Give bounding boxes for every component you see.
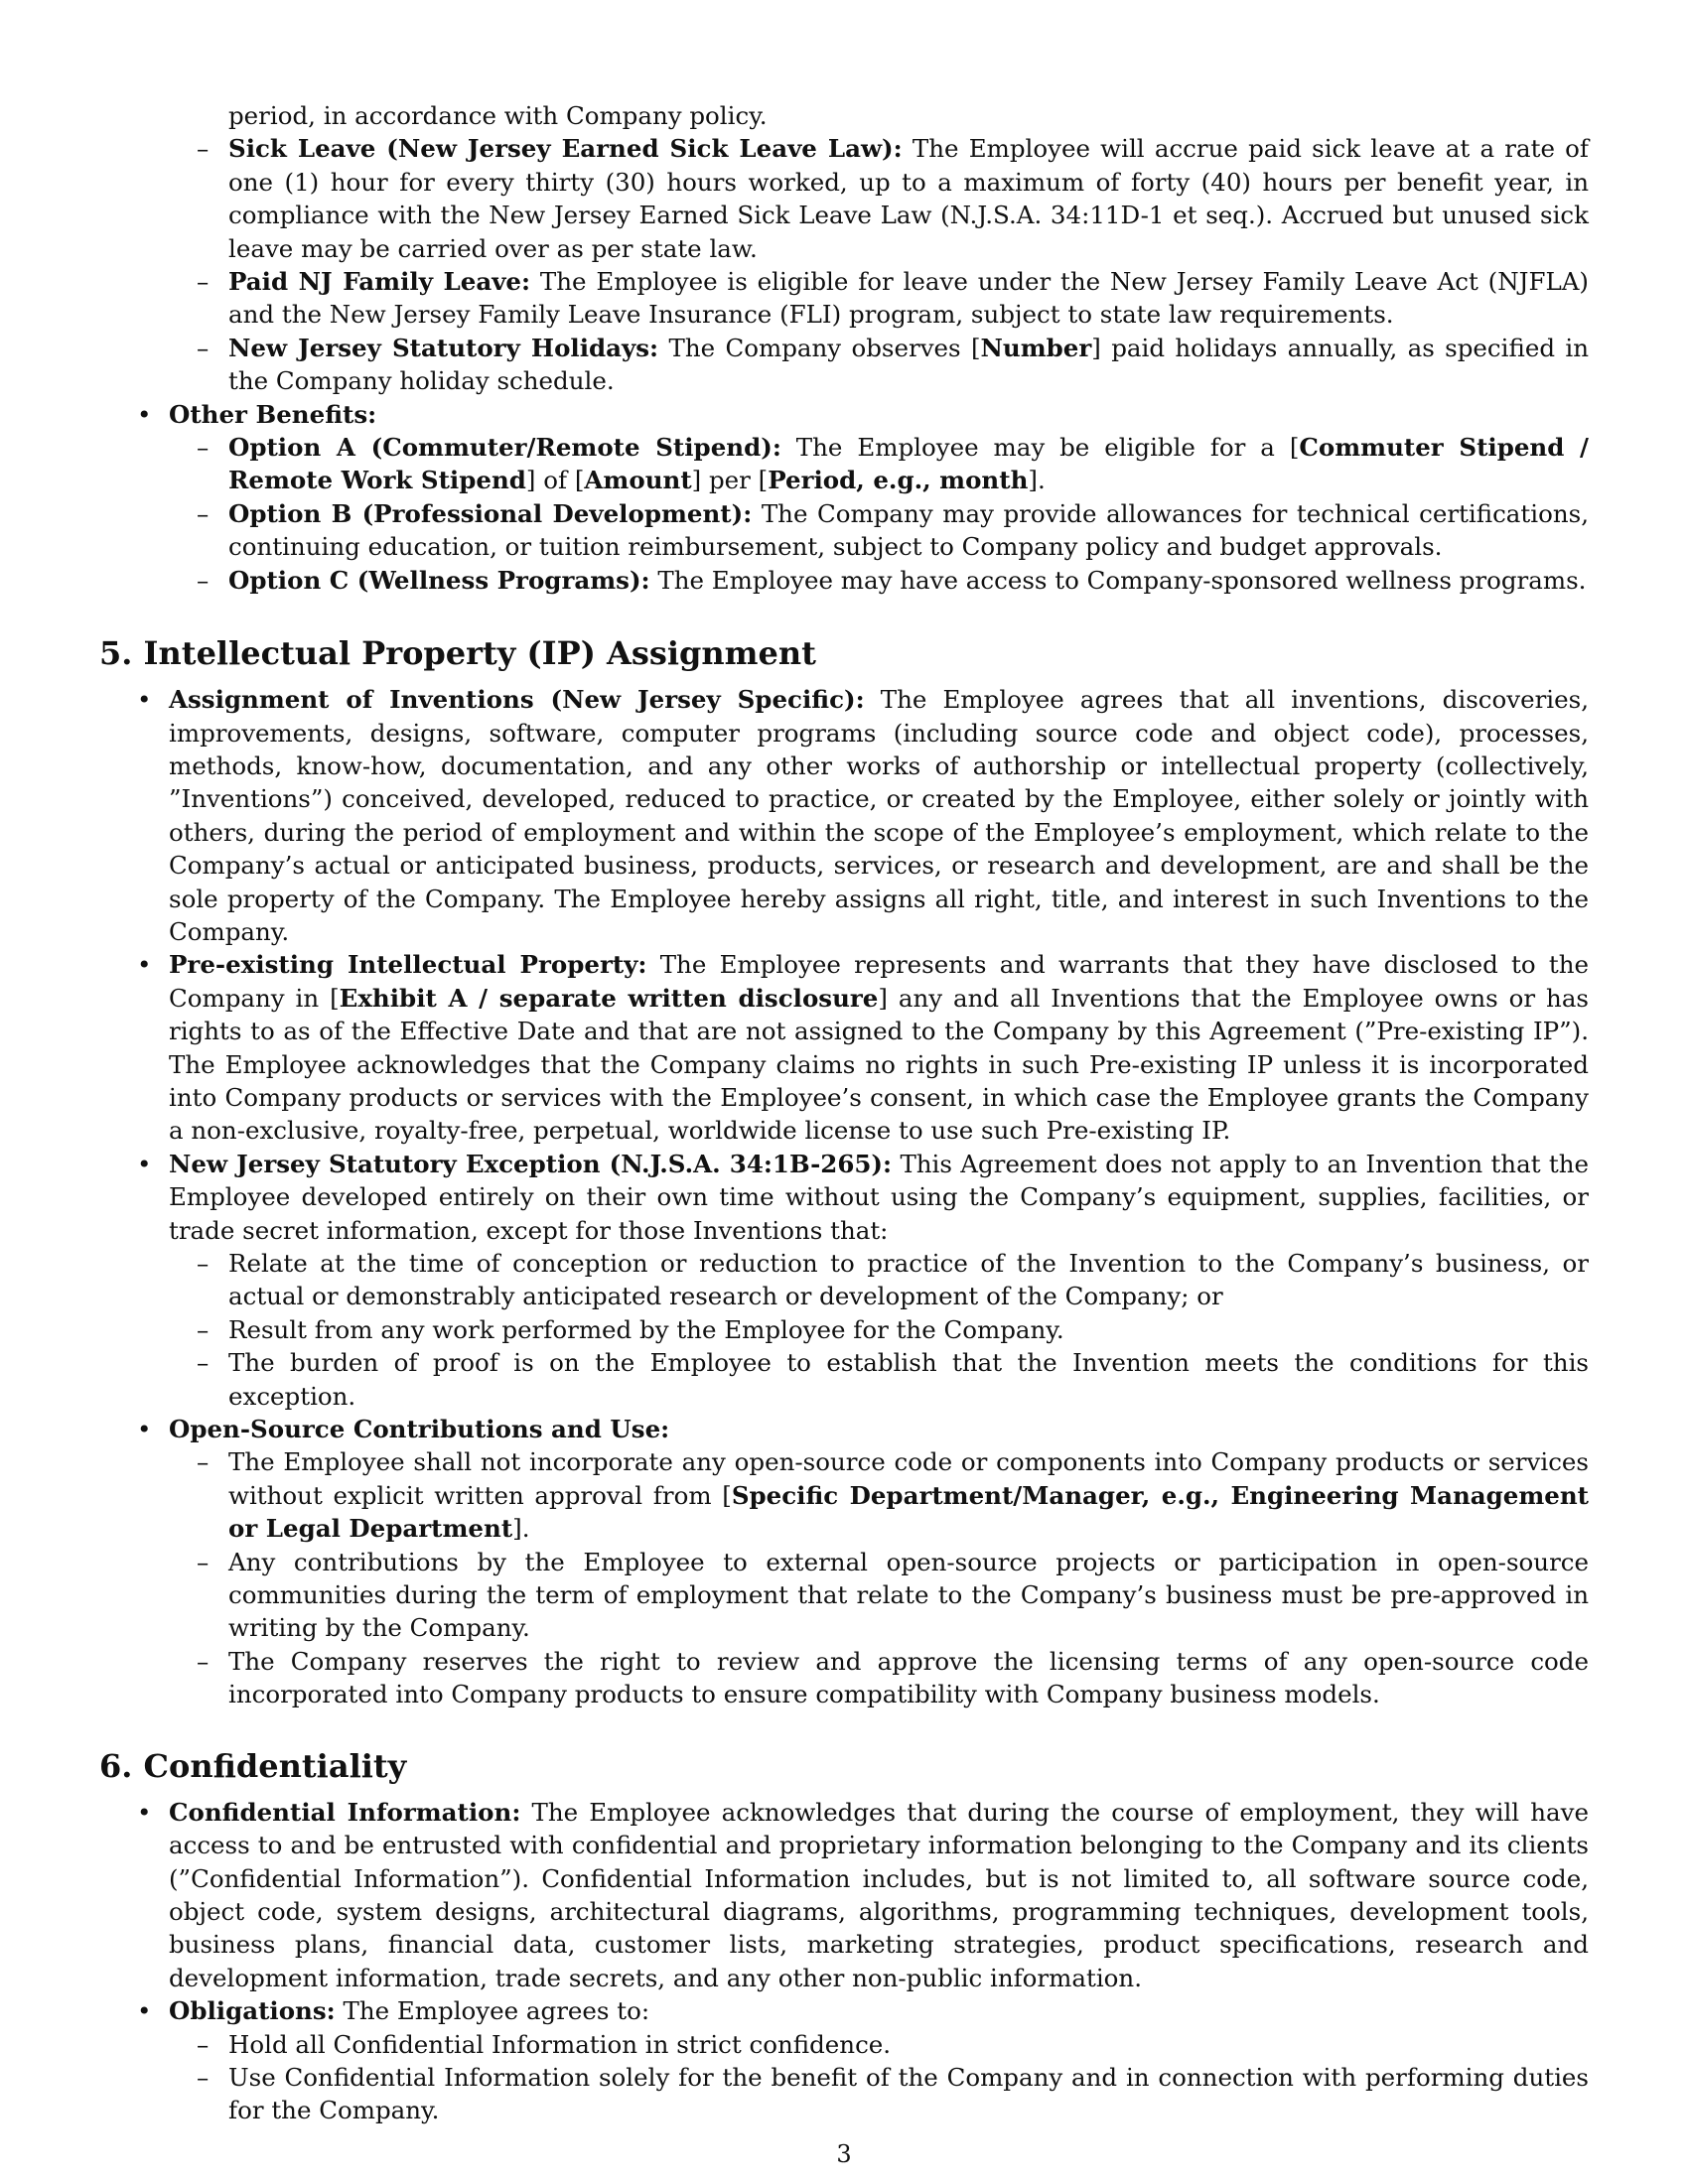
placeholder: Specific Department/Manager, e.g., Engineering Management or Legal Department (228, 1480, 1589, 1544)
bullet-marker: • (137, 950, 152, 980)
item-label: Obligations: (169, 1996, 336, 2026)
page-content (99, 99, 1589, 2127)
dash-marker: – (197, 1547, 210, 1576)
list-item (99, 1346, 1589, 1413)
item-text: The burden of proof is on the Employee to establish that the Invention meets the conditions for this exception. (228, 1348, 1589, 1411)
item-label: Confidential Information: (169, 1797, 521, 1827)
item-label: Option B (Professional Development): (228, 498, 753, 528)
dash-marker: – (197, 2062, 210, 2092)
item-label: Sick Leave (New Jersey Earned Sick Leave Law): (228, 134, 903, 164)
list-item (99, 1445, 1589, 1545)
list-item (99, 2061, 1589, 2127)
benefits-list (99, 398, 1589, 431)
item-text: The Company observes [ (668, 333, 981, 362)
item-text: Use Confidential Information solely for the benefit of the Company and in connection with performing duties for the Company. (228, 2062, 1589, 2125)
list-item (99, 398, 1589, 431)
dash-marker: – (197, 433, 210, 463)
bullet-marker: • (137, 399, 152, 429)
placeholder: Exhibit A / separate written disclosure (339, 983, 879, 1013)
list-item (99, 564, 1589, 597)
continued-text: period, in accordance with Company policy. (228, 101, 768, 130)
bullet-marker: • (137, 1415, 152, 1444)
list-item (99, 683, 1589, 948)
ip-list (99, 683, 1589, 1247)
list-item (99, 1313, 1589, 1346)
item-text: The Employee shall not incorporate any open-source code or components into Company products or services without explicit written approval from [ (228, 1447, 1589, 1510)
list-item (99, 1645, 1589, 1711)
bullet-marker: • (137, 1149, 152, 1178)
item-text: ]. (1028, 466, 1046, 495)
item-label: Pre-existing Intellectual Property: (169, 950, 647, 980)
list-item (99, 1148, 1589, 1247)
dash-marker: – (197, 1646, 210, 1676)
dash-marker: – (197, 1447, 210, 1477)
dash-marker: – (197, 1348, 210, 1378)
page-number: 3 (836, 2140, 852, 2168)
list-item (99, 948, 1589, 1147)
dash-marker: – (197, 2029, 210, 2059)
item-text: Relate at the time of conception or reduction to practice of the Invention to the Company’s business, or actual or demonstrably anticipated research or development of the Company; or (228, 1249, 1589, 1311)
item-text: Result from any work performed by the Employee for the Company. (228, 1314, 1064, 1344)
item-label: New Jersey Statutory Exception (N.J.S.A. 34:1B-265): (169, 1149, 893, 1178)
list-item (99, 1796, 1589, 1994)
list-item (99, 265, 1589, 332)
dash-marker: – (197, 267, 210, 297)
item-label: Paid NJ Family Leave: (228, 267, 531, 297)
section-heading: 6. Confidentiality (99, 1746, 407, 1785)
item-text: The Employee may have access to Company-sponsored wellness programs. (657, 565, 1587, 595)
open-source-list (99, 1413, 1589, 1445)
item-text: Any contributions by the Employee to external open-source projects or participation in open-source communities during the term of employment that relate to the Company’s business must be pre-approved in writing by the Company. (228, 1547, 1589, 1643)
item-text: The Company may provide allowances for technical certifications, continuing education, or tuition reimbursement, subject to Company policy and budget approvals. (228, 498, 1589, 562)
list-item (99, 132, 1589, 265)
dash-marker: – (197, 134, 210, 164)
list-item (99, 1546, 1589, 1645)
item-text: This Agreement does not apply to an Invention that the Employee developed entirely on their own time without using the Company’s equipment, supplies, facilities, or trade secret information, except for those Inventions that: (169, 1149, 1590, 1245)
list-item (99, 1413, 1589, 1445)
dash-marker: – (197, 1314, 210, 1344)
benefit-options-list (99, 431, 1589, 597)
item-text: ] per [ (691, 466, 769, 495)
item-label: Other Benefits: (169, 399, 377, 429)
placeholder: Amount (584, 466, 692, 495)
list-item (99, 2028, 1589, 2061)
list-item (99, 431, 1589, 497)
exception-list (99, 1247, 1589, 1413)
item-text: The Employee may be eligible for a [ (795, 433, 1300, 463)
dash-marker: – (197, 333, 210, 362)
item-label: Open-Source Contributions and Use: (169, 1415, 670, 1444)
list-item (99, 1994, 1589, 2027)
placeholder: Number (980, 333, 1092, 362)
item-label: New Jersey Statutory Holidays: (228, 333, 659, 362)
dash-marker: – (197, 1249, 210, 1278)
item-text: Hold all Confidential Information in strict confidence. (228, 2029, 892, 2059)
placeholder: Period, e.g., month (768, 466, 1029, 495)
bullet-marker: • (137, 1996, 152, 2026)
list-item (99, 1247, 1589, 1313)
item-label: Assignment of Inventions (New Jersey Specific): (169, 685, 865, 715)
open-source-items (99, 1445, 1589, 1710)
placeholder: Commuter Stipend / Remote Work Stipend (228, 433, 1589, 495)
leave-list (99, 132, 1589, 397)
item-label: Option A (Commuter/Remote Stipend): (228, 433, 781, 463)
item-label: Option C (Wellness Programs): (228, 565, 650, 595)
item-text: The Employee agrees that all inventions, discoveries, improvements, designs, software, computer programs (including source code and object code), processes, methods, know-how, documentation, and any other works of authorship or intellectual property (collectively, ”Inventions”) conceived, developed, reduced to practice, or created by the Employee, either solely or jointly with others, during the period of employment and within the scope of the Employee’s employment, which relate to the Company’s actual or anticipated business, products, services, or research and development, are and shall be the sole property of the Company. The Employee hereby assigns all right, title, and interest in such Inventions to the Company. (169, 685, 1589, 946)
item-text: The Company reserves the right to review and approve the licensing terms of any open-source code incorporated into Company products to ensure compatibility with Company business models. (228, 1646, 1589, 1709)
item-text: The Employee represents and warrants that they have disclosed to the Company in [ (169, 950, 1589, 1013)
dash-marker: – (197, 565, 210, 595)
item-text: ] of [ (525, 466, 585, 495)
item-text: The Employee will accrue paid sick leave at a rate of one (1) hour for every thirty (30) hours worked, up to a maximum of forty (40) hours per benefit year, in compliance with the New Jersey Earned Sick Leave Law (N.J.S.A. 34:11D-1 et seq.). Accrued but unused sick leave may be carried over as per state law. (228, 134, 1589, 263)
list-item (99, 497, 1589, 564)
item-text: ] any and all Inventions that the Employee owns or has rights to as of the Effective Date and that are not assigned to the Company by this Agreement (”Pre-existing IP”). The Employee acknowledges that the Company claims no rights in such Pre-existing IP unless it is incorporated into Company products or services with the Employee’s consent, in which case the Employee grants the Company a non-exclusive, royalty-free, perpetual, worldwide license to use such Pre-existing IP. (169, 983, 1589, 1146)
item-text: The Employee agrees to: (343, 1996, 650, 2026)
bullet-marker: • (137, 1797, 152, 1827)
list-item (99, 332, 1589, 398)
item-text: The Employee acknowledges that during the course of employment, they will have access to and be entrusted with confidential and proprietary information belonging to the Company and its clients (”Confidential Information”). Confidential Information includes, but is not limited to, all software source code, object code, system designs, architectural diagrams, algorithms, programming techniques, development tools, business plans, financial data, customer lists, marketing strategies, product specifications, research and development information, trade secrets, and any other non-public information. (169, 1797, 1589, 1992)
dash-marker: – (197, 498, 210, 528)
item-text: ]. (512, 1514, 530, 1544)
item-text: ] paid holidays annually, as specified in the Company holiday schedule. (228, 333, 1589, 396)
bullet-marker: • (137, 685, 152, 715)
item-text: The Employee is eligible for leave under the New Jersey Family Leave Act (NJFLA) and the New Jersey Family Leave Insurance (FLI) program, subject to state law requirements. (228, 267, 1589, 330)
obligations-list (99, 2028, 1589, 2127)
confidentiality-list (99, 1796, 1589, 2028)
section-heading: 5. Intellectual Property (IP) Assignment (99, 634, 816, 673)
